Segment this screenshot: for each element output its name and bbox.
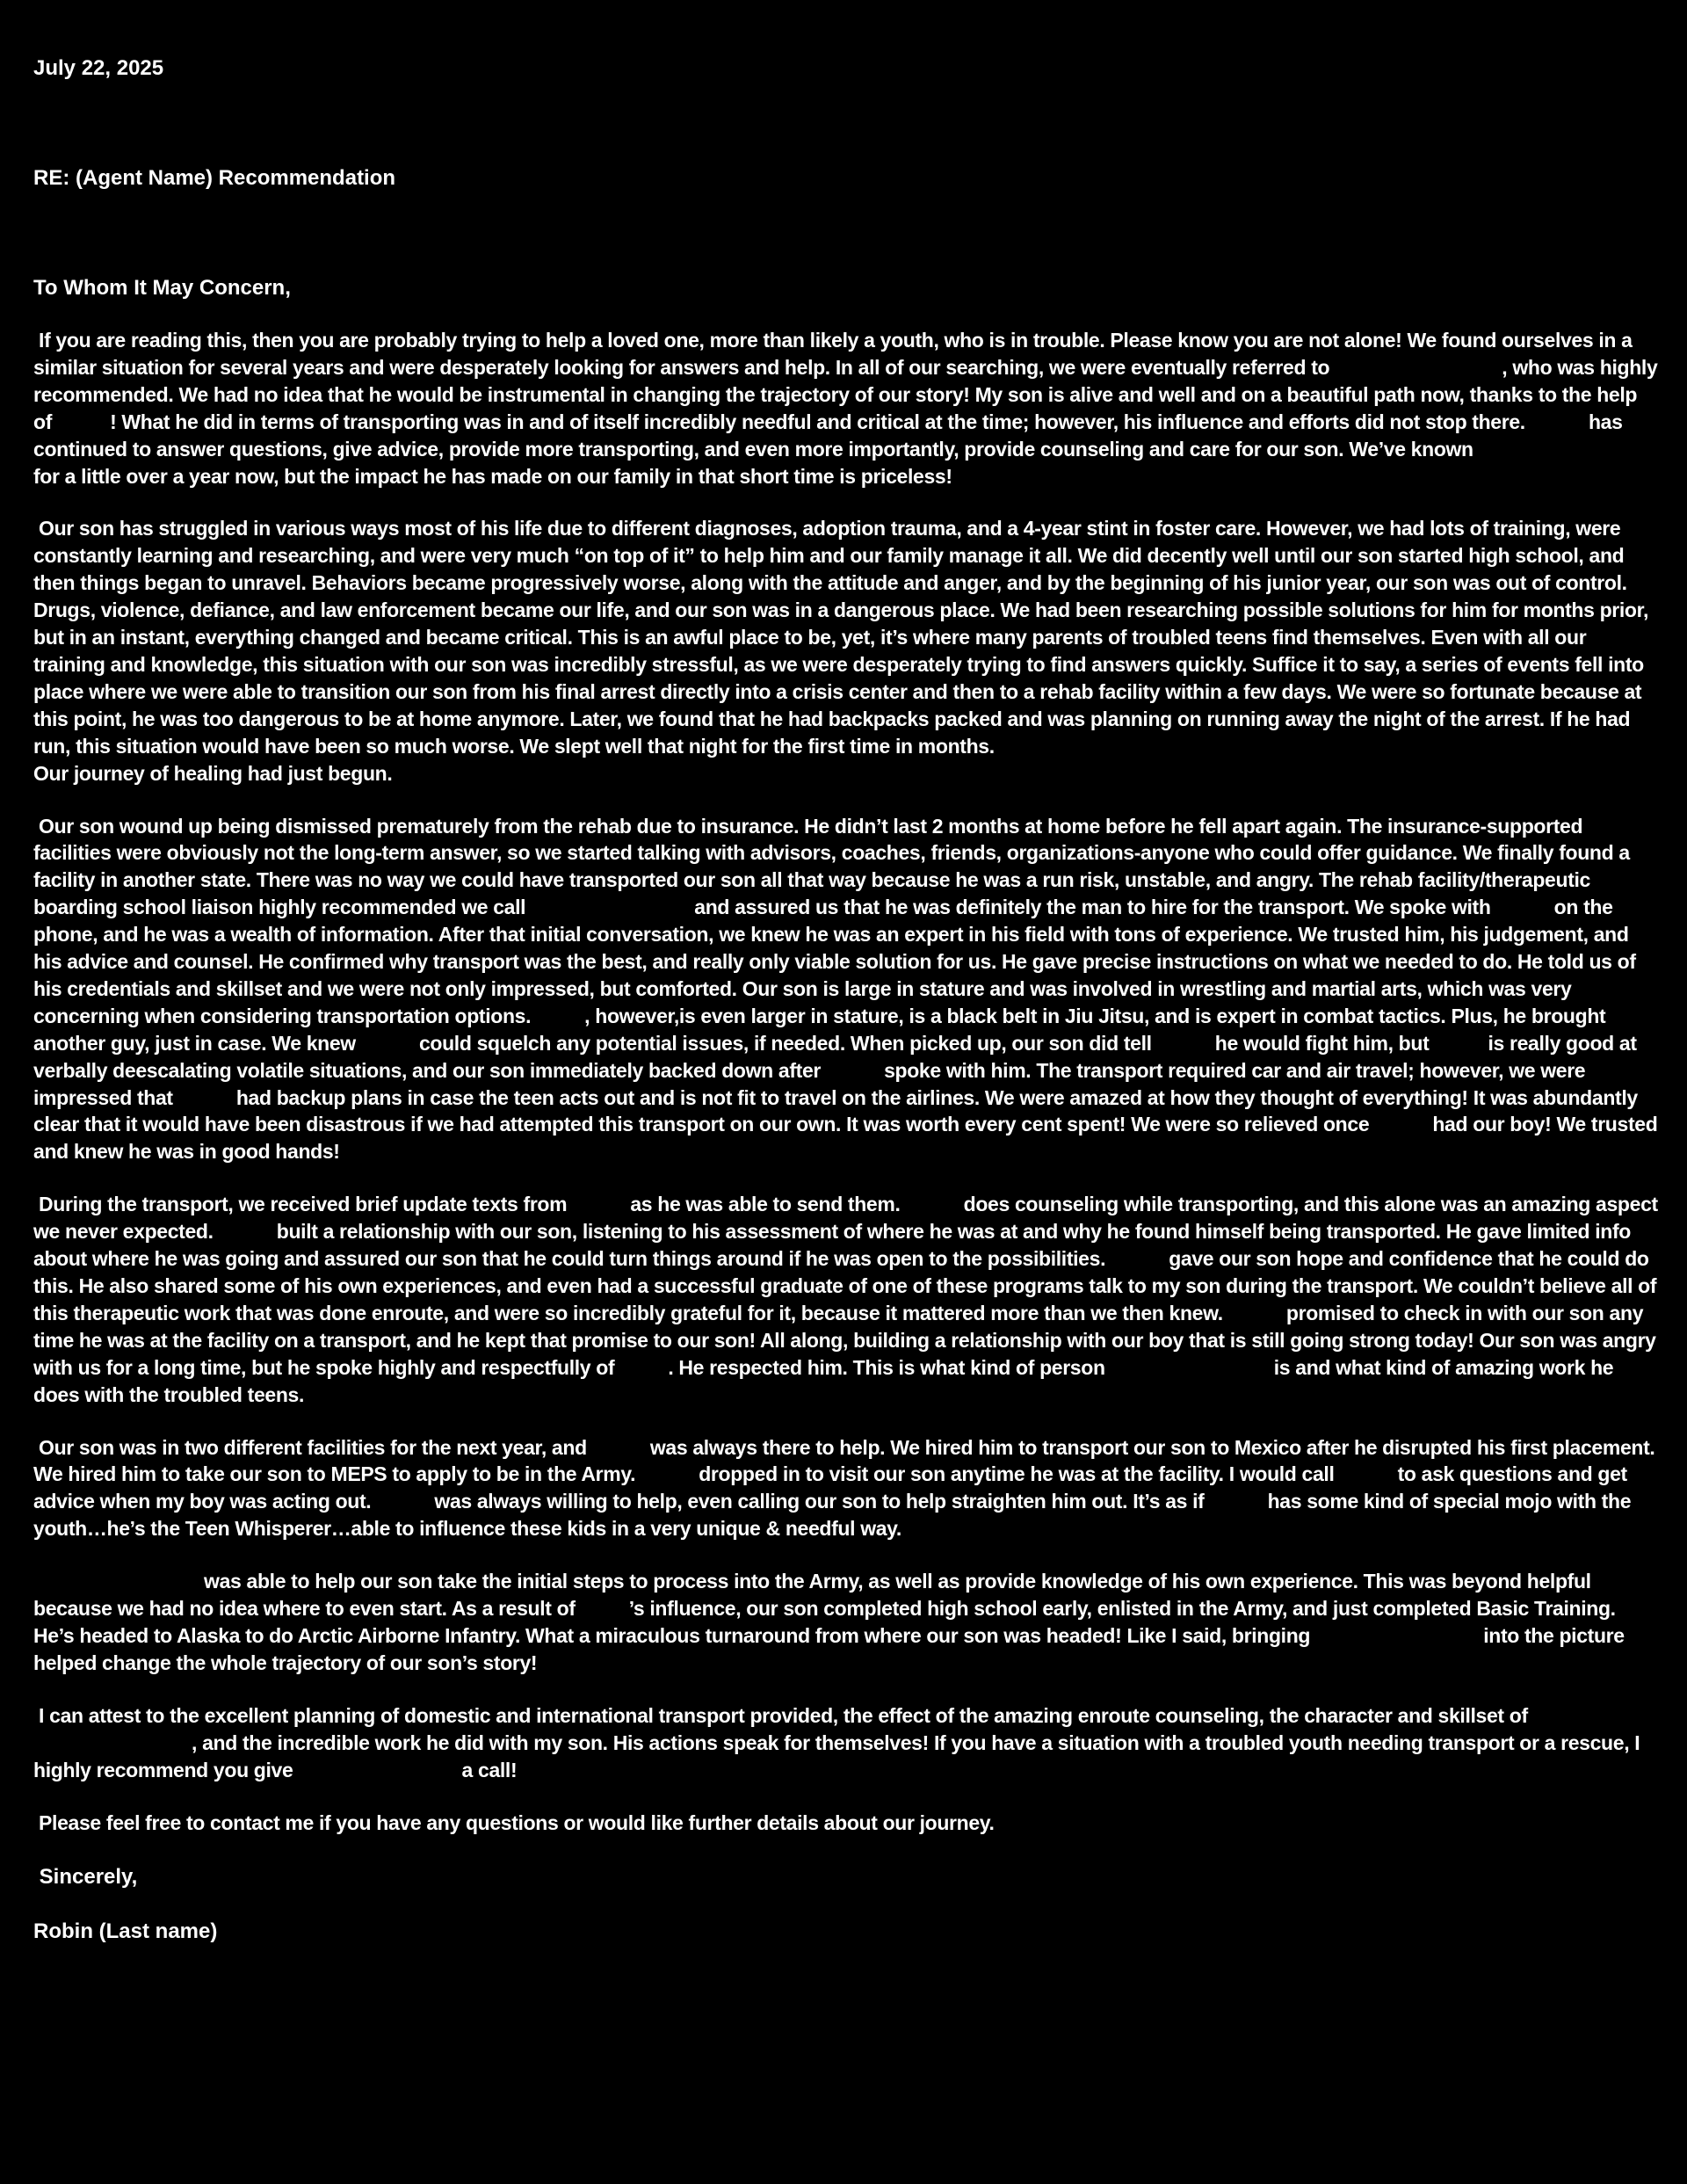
p6-text-a: was able to help our son take the initial steps to process into the Army, as well as provide knowledge of his own experience. This was beyond helpful because we had no idea where to even start. As a result of <box>33 1570 1591 1621</box>
p4-text-e: gave our son hope and confidence that he could do this. He also shared some of his own experiences, and even had a successful graduate of one of these programs talk to my son during the transport. We couldn’t believe all of this therapeutic work that was done enroute, and were so incredibly grateful for it, because it mattered more than we then knew. <box>33 1247 1657 1324</box>
p3-text-c: on the phone, and he was a wealth of information. After that initial conversation, we knew he was an expert in his field with tons of experience. We trusted him, his judgement, and his advice and counsel. He confirmed why transport was the best, and really only viable solution for us. He gave precise instructions on what we needed to do. He told us of his credentials and skillset and we were not only impressed, but comforted. Our son is large in stature and was involved in wrestling and martial arts, which was very concerning when considering transportation options. <box>33 896 1636 1027</box>
paragraph-5 <box>33 1434 1661 1543</box>
p5-text-f: has some kind of special mojo with the youth…he’s the Teen Whisperer…able to influence these kids in a very unique & needful way. <box>33 1490 1632 1541</box>
p6-text-b: ’s influence, our son completed high school early, enlisted in the Army, and just completed Basic Training. He’s headed to Alaska to do Arctic Airborne Infantry. What a miraculous turnaround from where our son was headed! Like I said, bringing <box>33 1597 1616 1647</box>
p5-text-e: was always willing to help, even calling our son to help straighten him out. It’s as if <box>434 1490 1205 1513</box>
p3-text-d: , however,is even larger in stature, is a black belt in Jiu Jitsu, and is expert in combat tactics. Plus, he brought another guy, just in case. We knew <box>33 1004 1606 1055</box>
p4-text-b: as he was able to send them. <box>630 1193 901 1216</box>
p6-text-c: into the picture helped change the whole trajectory of our son’s story! <box>33 1623 1625 1674</box>
p5-text-c: dropped in to visit our son anytime he was at the facility. I would call <box>699 1462 1335 1486</box>
p1-text-b: , who was highly recommended. We had no idea that he would be instrumental in changing the trajectory of our story! My son is alive and well and on a beautiful path now, thanks to the help of <box>33 355 1658 433</box>
p5-text-d: to ask questions and get advice when my boy was acting out. <box>33 1462 1627 1513</box>
p4-text-g: . He respected him. This is what kind of person <box>668 1355 1105 1379</box>
p3-text-a: Our son wound up being dismissed prematurely from the rehab due to insurance. He didn’t last 2 months at home before he fell apart again. The insurance-supported facilities were obviously not the long-term answer, so we started talking with advisors, coaches, friends, organizations-anyone who could offer guidance. We finally found a facility in another state. There was no way we could have transported our son all that way because he was a run risk, unstable, and angry. The rehab facility/therapeutic boarding school liaison highly recommended we call <box>33 814 1630 919</box>
letter-date: July 22, 2025 <box>33 56 164 80</box>
closing <box>33 1863 1661 1890</box>
p5-text-b: was always there to help. We hired him to transport our son to Mexico after he disrupted his first placement. We hired him to take our son to MEPS to apply to be in the Army. <box>33 1435 1655 1486</box>
p1-text-d: has continued to answer questions, give advice, provide more transporting, and even more importantly, provide counseling and care for our son. We’ve known <box>33 410 1623 461</box>
p1-text-c: ! What he did in terms of transporting was in and of itself incredibly needful and critical at the time; however, his influence and efforts did not stop there. <box>110 410 1525 433</box>
p7-text-a: I can attest to the excellent planning of domestic and international transport provided, the effect of the amazing enroute counseling, the character and skillset of <box>39 1703 1528 1727</box>
p7-text-b: , and the incredible work he did with my son. His actions speak for themselves! If you have a situation with a troubled youth needing transport or a rescue, I highly recommend you give <box>33 1731 1640 1781</box>
signature: Robin (Last name) <box>33 1919 218 1944</box>
closing-text: Sincerely, <box>39 1865 138 1890</box>
p7-text-c: a call! <box>461 1758 518 1781</box>
letter-salutation: To Whom It May Concern, <box>33 276 291 300</box>
p3-text-j: had our boy! We trusted and knew he was in good hands! <box>33 1113 1658 1164</box>
paragraph-3 <box>33 813 1661 1166</box>
letter-subject: RE: (Agent Name) Recommendation <box>33 166 396 190</box>
p2-text-a: Our son has struggled in various ways most of his life due to different diagnoses, adoption trauma, and a 4-year stint in foster care. However, we had lots of training, were constantly learning and researching, and were very much “on top of it” to help him and our family manage it all. We did decently well until our son started high school, and then things began to unravel. Behaviors became progressively worse, along with the attitude and anger, and by the beginning of his junior year, our son was out of control. Drugs, violence, defiance, and law enforcement became our life, and our son was in a dangerous place. We had been researching possible solutions for him for months prior, but in an instant, everything changed and became critical. This is an awful place to be, yet, it’s where many parents of troubled teens find themselves. Even with all our training and knowledge, this situation with our son was incredibly stressful, as we were desperately trying to find answers quickly. Suffice it to say, a series of events fell into place where we were able to transition our son from his final arrest directly into a crisis center and then to a rehab facility within a few days. We were so fortunate because at this point, he was too dangerous to be at home anymore. Later, we found that he had backpacks packed and was planning on running away the night of the arrest. If he had run, this situation would have been so much worse. We slept well that night for the first time in months. <box>33 517 1649 758</box>
p8-text: Please feel free to contact me if you have any questions or would like further details about our journey. <box>39 1810 995 1834</box>
p3-text-g: is really good at verbally deescalating volatile situations, and our son immediately backed down after <box>33 1031 1637 1082</box>
paragraph-8 <box>33 1810 1661 1837</box>
p3-text-e: could squelch any potential issues, if needed. When picked up, our son did tell <box>418 1031 1152 1055</box>
paragraph-1 <box>33 327 1661 490</box>
paragraph-6 <box>33 1568 1661 1677</box>
closing-block <box>33 1863 1661 1945</box>
p3-text-f: he would fight him, but <box>1214 1031 1430 1055</box>
paragraph-2 <box>33 515 1661 787</box>
p3-text-h: spoke with him. The transport required car and air travel; however, we were impressed that <box>33 1058 1586 1109</box>
p5-text-a: Our son was in two different facilities for the next year, and <box>39 1435 587 1459</box>
p1-text-e: for a little over a year now, but the impact he has made on our family in that short time is priceless! <box>33 464 952 488</box>
p4-text-c: does counseling while transporting, and this alone was an amazing aspect we never expected. <box>33 1193 1658 1244</box>
p1-text-a: If you are reading this, then you are probably trying to help a loved one, more than likely a youth, who is in trouble. Please know you are not alone! We found ourselves in a similar situation for several years and were desperately looking for answers and help. In all of our searching, we were eventually referred to <box>33 329 1633 379</box>
paragraph-7 <box>33 1702 1661 1784</box>
p4-text-h: is and what kind of amazing work he does with the troubled teens. <box>33 1355 1614 1406</box>
p4-text-f: promised to check in with our son any time he was at the facility on a transport, and he kept that promise to our son! All along, building a relationship with our boy that is still going strong today! Our son was angry with us for a long time, but he spoke highly and respectfully of <box>33 1301 1656 1379</box>
p4-text-a: During the transport, we received brief update texts from <box>39 1193 568 1216</box>
p4-text-d: built a relationship with our son, listening to his assessment of where he was at and why he found himself being transported. He gave limited info about where he was going and assured our son that he could turn things around if he was open to the possibilities. <box>33 1220 1631 1271</box>
paragraph-4 <box>33 1191 1661 1408</box>
p3-text-b: and assured us that he was definitely the man to hire for the transport. We spoke with <box>694 896 1491 919</box>
p3-text-i: had backup plans in case the teen acts out and is not fit to travel on the airlines. We were amazed at how they thought of everything! It was abundantly clear that it would have been disastrous if we had attempted this transport on our own. It was worth every cent spent! We were so relieved once <box>33 1085 1638 1136</box>
p2-text-b: Our journey of healing had just begun. <box>33 761 393 785</box>
